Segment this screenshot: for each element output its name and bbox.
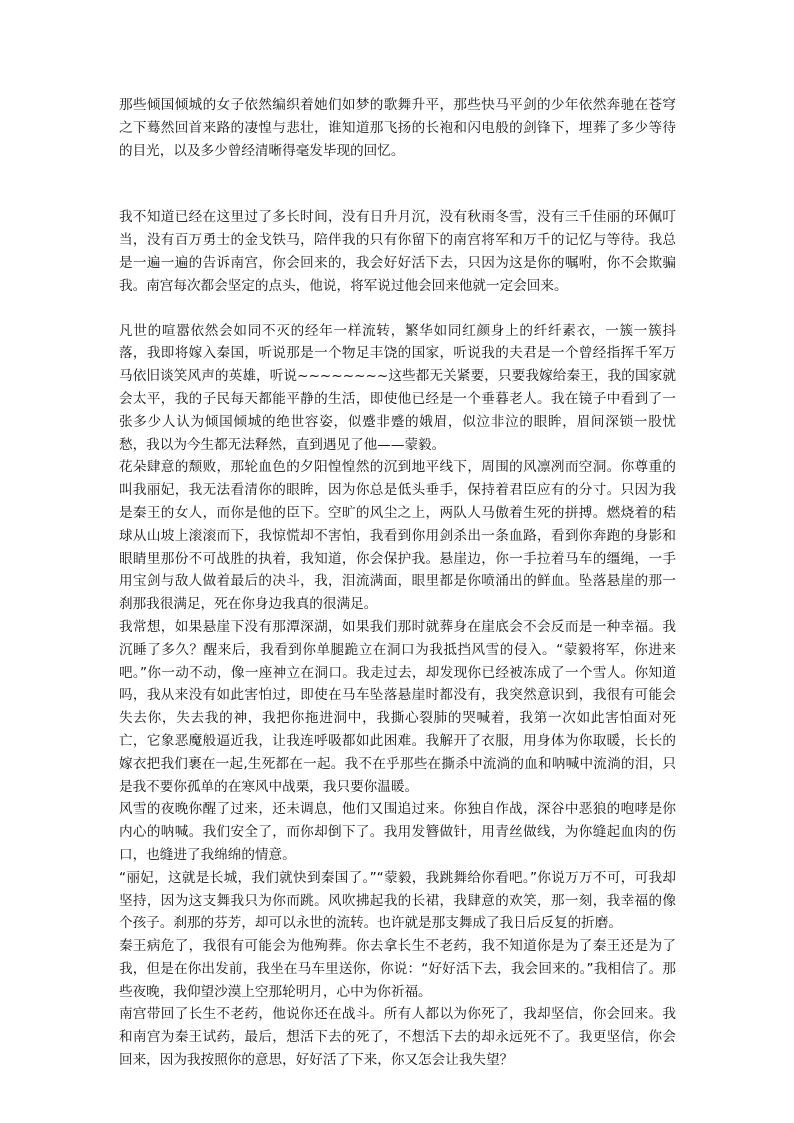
paragraph-marriage: 凡世的喧嚣依然会如同不灭的经年一样流转，繁华如同红颜身上的纤纤素衣，一簇一簇抖落，我即将嫁入秦国，听说那是一个物足丰饶的国家，听说我的夫君是一个曾经指挥千军万马依旧谈笑风声的英雄，听说~~~~~~~~这些都无关紧要，只要我嫁给秦王，我的国家就会太平，我的子民每天都能平静的生活，即使他已经是一个垂暮老人。我在镜子中看到了一张多少人认为倾国倾城的绝世容姿，似蹙非蹙的娥眉，似泣非泣的眼眸，眉间深锁一股忧愁，我以为今生都无法释然，直到遇见了他——蒙毅。 xyxy=(119,322,676,453)
paragraph-waiting: 我不知道已经在这里过了多长时间，没有日升月沉，没有秋雨冬雪，没有三千佳丽的环佩叮当，没有百万勇士的金戈铁马，陪伴我的只有你留下的南宫将军和万千的记忆与等待。我总是一遍一遍的告诉南宫，你会回来的，我会好好活下去，只因为这是你的嘱咐，你不会欺骗我。南宫每次都会坚定的点头，他说，将军说过他会回来他就一定会回来。 xyxy=(119,209,676,294)
paragraph-wound: 风雪的夜晚你醒了过来，还未调息，他们又围追过来。你独自作战，深谷中恶狼的咆哮是你内心的呐喊。我们安全了，而你却倒下了。我用发簪做针，用青丝做线，为你缝起血肉的伤口，也缝进了我绵绵的情意。 xyxy=(119,801,676,863)
paragraph-cave: 我常想，如果悬崖下没有那潭深湖，如果我们那时就葬身在崖底会不会反而是一种幸福。我沉睡了多久？醒来后，我看到你单腿跪立在洞口为我抵挡风雪的侵入。“蒙毅将军，你进来吧。”你一动不动，像一座神立在洞口。我走过去，却发现你已经被冻成了一个雪人。你知道吗，我从来没有如此害怕过，即使在马车坠落悬崖时都没有，我突然意识到，我很有可能会失去你，失去我的神，我把你拖进洞中，我撕心裂肺的哭喊着，我第一次如此害怕面对死亡，它象恶魔般逼近我，让我连呼吸都如此困难。我解开了衣服，用身体为你取暖，长长的嫁衣把我们裹在一起,生死都在一起。我不在乎那些在撕杀中流淌的血和呐喊中流淌的泪，只是我不要你孤单的在寒风中战栗，我只要你温暖。 xyxy=(119,618,676,795)
paragraph-spacer xyxy=(119,162,676,206)
paragraph-king-ill: 秦王病危了，我很有可能会为他殉葬。你去拿长生不老药，我不知道你是为了秦王还是为了我，但是在你出发前，我坐在马车里送你，你说：“好好活下去，我会回来的。”我相信了。那些夜晚，我仰望沙漠上空那轮明月，心中为你祈福。 xyxy=(119,938,676,1000)
paragraph-spacer xyxy=(119,298,676,320)
paragraph-battle: 花朵肆意的颓败，那轮血色的夕阳惶惶然的沉到地平线下，周围的风凛冽而空洞。你尊重的叫我丽妃，我无法看清你的眼眸，因为你总是低头垂手，保持着君臣应有的分寸。只因为我是秦王的女人，而你是他的臣下。空旷的风尘之上，两队人马傲着生死的拼搏。燃烧着的秸球从山坡上滚滚而下，我惊慌却不害怕，我看到你用剑杀出一条血路，看到你奔跑的身影和眼睛里那份不可战胜的执着，我知道，你会保护我。悬崖边，你一手拉着马车的缰绳，一手用宝剑与敌人做着最后的决斗，我，泪流满面，眼里都是你喷涌出的鲜血。坠落悬崖的那一刹那我很满足，死在你身边我真的很满足。 xyxy=(119,459,676,613)
paragraph-great-wall: “丽妃，这就是长城，我们就快到秦国了。”“蒙毅，我跳舞给你看吧。”你说万万不可，可我却坚持，因为这支舞我只为你而跳。风吹拂起我的长裙，我肆意的欢笑，那一刻，我幸福的像个孩子。刹那的芬芳，却可以永世的流转。也许就是那支舞成了我日后反复的折磨。 xyxy=(119,869,676,932)
paragraph-ending: 南宫带回了长生不老药，他说你还在战斗。所有人都以为你死了，我却坚信，你会回来。我和南宫为秦王试药，最后，想活下去的死了，不想活下去的却永远死不了。我更坚信，你会回来，因为我按照你的意思，好好活了下来，你又怎会让我失望？ xyxy=(119,1006,676,1069)
document-page xyxy=(119,94,676,1072)
paragraph-opening: 那些倾国倾城的女子依然编织着她们如梦的歌舞升平，那些快马平剑的少年依然奔驰在苍穹之下蓦然回首来路的凄惶与悲壮，谁知道那飞扬的长袍和闪电般的剑锋下，埋葬了多少等待的目光，以及多少曾经清晰得毫发毕现的回忆。 xyxy=(119,97,676,159)
